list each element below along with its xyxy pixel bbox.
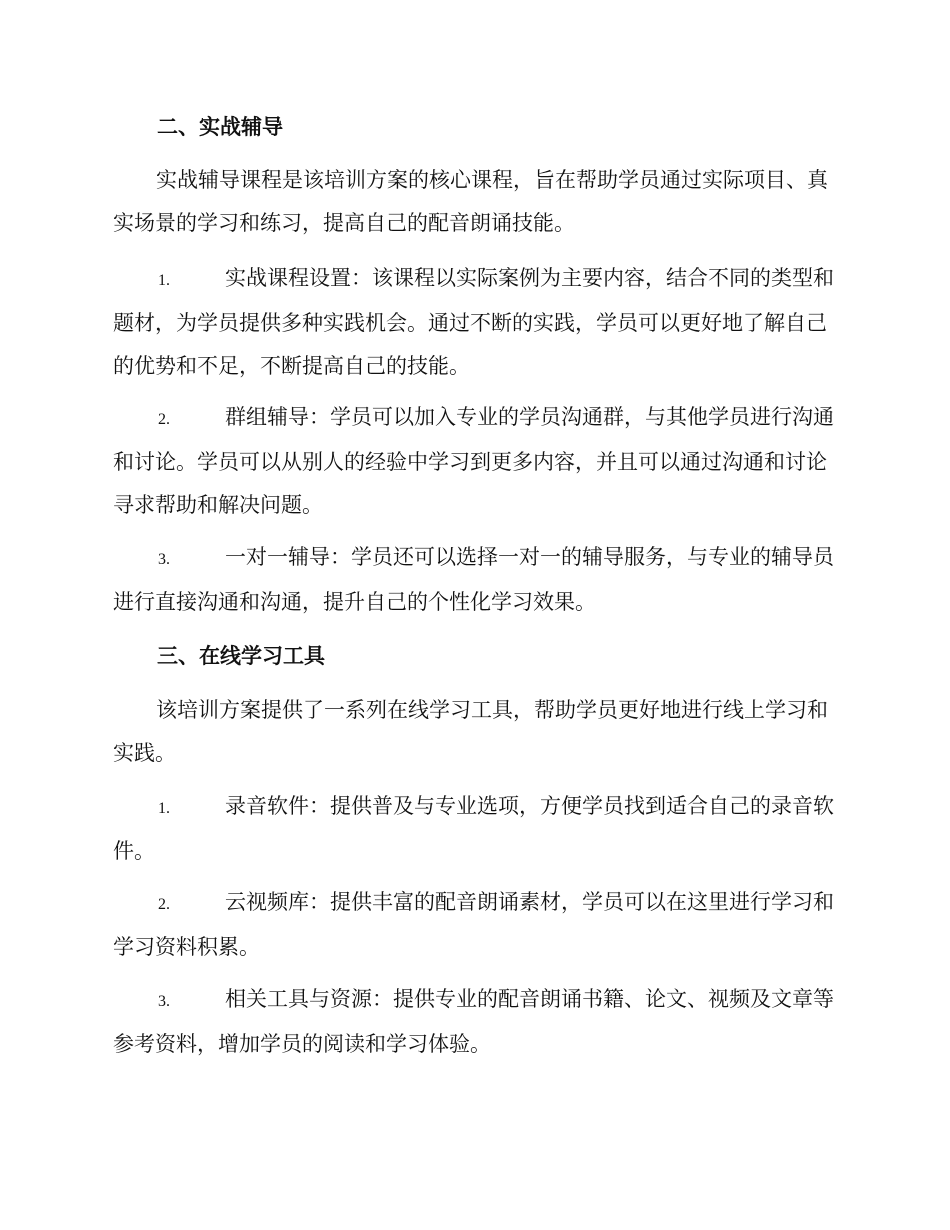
list-item-text: 一对一辅导：学员还可以选择一对一的辅导服务，与专业的辅导员进行直接沟通和沟通，提升自己的个性化学习效果。 xyxy=(113,545,834,614)
list-item-text: 实战课程设置：该课程以实际案例为主要内容，结合不同的类型和题材，为学员提供多种实践机会。通过不断的实践，学员可以更好地了解自己的优势和不足，不断提高自己的技能。 xyxy=(113,266,834,378)
list-item-number: 2. xyxy=(158,896,170,913)
list-item xyxy=(113,396,843,527)
list-item-text: 录音软件：提供普及与专业选项，方便学员找到适合自己的录音软件。 xyxy=(113,794,834,863)
list-item-number: 3. xyxy=(158,551,170,568)
list-item-text: 云视频库：提供丰富的配音朗诵素材，学员可以在这里进行学习和学习资料积累。 xyxy=(113,890,834,959)
list-item xyxy=(113,257,843,388)
list-item-number: 2. xyxy=(158,411,170,428)
list-item-text: 相关工具与资源：提供专业的配音朗诵书籍、论文、视频及文章等参考资料，增加学员的阅读和学习体验。 xyxy=(113,987,834,1056)
list-item xyxy=(113,785,843,873)
list-item-number: 1. xyxy=(158,272,170,289)
section-intro: 实战辅导课程是该培训方案的核心课程，旨在帮助学员通过实际项目、真实场景的学习和练习，提高自己的配音朗诵技能。 xyxy=(113,168,828,235)
list-item-number: 3. xyxy=(158,993,170,1010)
list-item-number: 1. xyxy=(158,800,170,817)
list-item xyxy=(113,536,843,624)
list-item xyxy=(113,881,843,969)
section-heading: 三、在线学习工具 xyxy=(157,644,325,668)
section-intro: 该培训方案提供了一系列在线学习工具，帮助学员更好地进行线上学习和实践。 xyxy=(113,698,828,765)
list-item-text: 群组辅导：学员可以加入专业的学员沟通群，与其他学员进行沟通和讨论。学员可以从别人的经验中学习到更多内容，并且可以通过沟通和讨论寻求帮助和解决问题。 xyxy=(113,405,834,517)
section-heading: 二、实战辅导 xyxy=(157,115,283,139)
list-item xyxy=(113,978,843,1066)
